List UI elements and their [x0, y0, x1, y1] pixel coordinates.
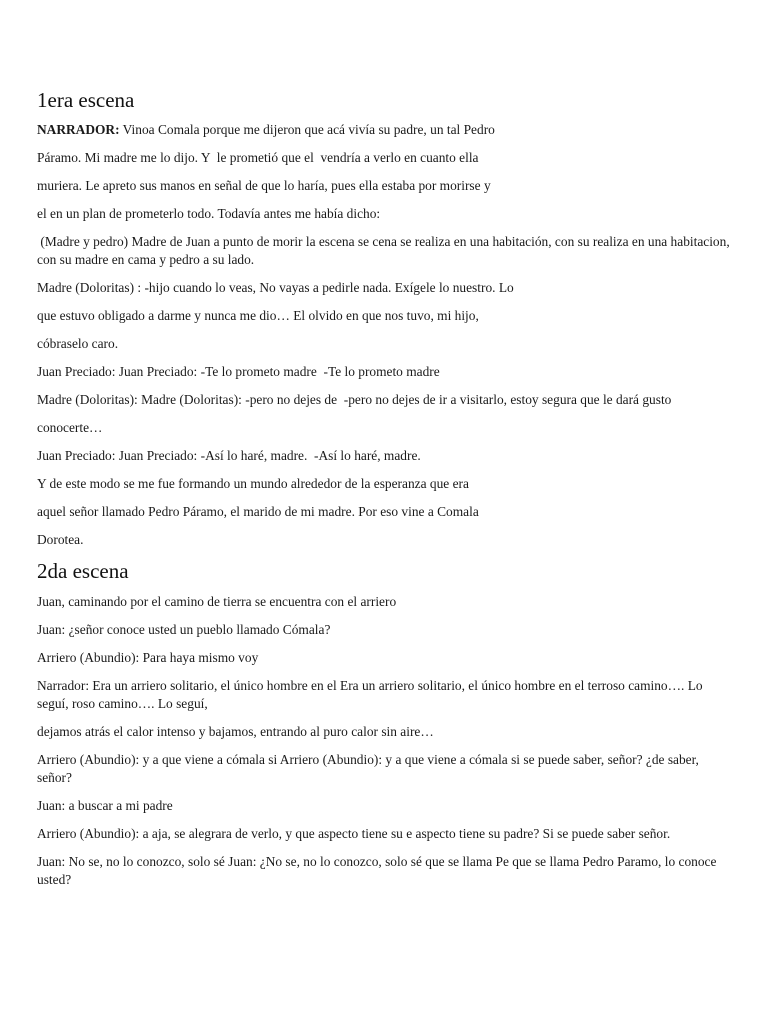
paragraph — [37, 121, 737, 139]
paragraph: Arriero (Abundio): y a que viene a cómala si Arriero (Abundio): y a que viene a cómala si se puede saber, señor? ¿de saber, señor? — [37, 752, 703, 785]
paragraph: Juan Preciado: Juan Preciado: -Así lo haré, madre. -Así lo haré, madre. — [37, 448, 421, 463]
paragraph: Madre (Doloritas) : -hijo cuando lo veas, No vayas a pedirle nada. Exígele lo nuestro. Lo — [37, 280, 514, 295]
paragraph: muriera. Le apreto sus manos en señal de que lo haría, pues ella estaba por morirse y — [37, 178, 491, 193]
paragraph: Arriero (Abundio): Para haya mismo voy — [37, 650, 259, 665]
paragraph: Madre (Doloritas): Madre (Doloritas): -pero no dejes de -pero no dejes de ir a visitarlo, estoy segura que le dará gusto — [37, 392, 672, 407]
paragraph: Juan: a buscar a mi padre — [37, 798, 173, 813]
paragraph: Páramo. Mi madre me lo dijo. Y le prometió que el vendría a verlo en cuanto ella — [37, 150, 479, 165]
paragraph: dejamos atrás el calor intenso y bajamos, entrando al puro calor sin aire… — [37, 724, 434, 739]
paragraph: que estuvo obligado a darme y nunca me dio… El olvido en que nos tuvo, mi hijo, — [37, 308, 479, 323]
scene-1-heading: 1era escena — [37, 88, 135, 112]
document-body — [37, 88, 737, 899]
paragraph: Juan Preciado: Juan Preciado: -Te lo prometo madre -Te lo prometo madre — [37, 364, 440, 379]
paragraph: Arriero (Abundio): a aja, se alegrara de verlo, y que aspecto tiene su e aspecto tiene su padre? Si se puede saber señor. — [37, 826, 671, 841]
paragraph: el en un plan de prometerlo todo. Todavía antes me había dicho: — [37, 206, 381, 221]
paragraph: (Madre y pedro) Madre de Juan a punto de morir la escena se cena se realiza en una habitación, con su realiza en una habitacion, con su madre en cama y pedro a su lado. — [37, 234, 734, 267]
narrator-label: NARRADOR: — [37, 122, 120, 137]
paragraph: Juan: No se, no lo conozco, solo sé Juan: ¿No se, no lo conozco, solo sé que se llama Pe que se llama Pedro Paramo, lo conoce usted? — [37, 854, 720, 887]
scene-2-heading: 2da escena — [37, 559, 129, 583]
paragraph-text: Vinoa Comala porque me dijeron que acá vivía su padre, un tal Pedro — [119, 122, 495, 137]
paragraph: cóbraselo caro. — [37, 336, 119, 351]
paragraph: Dorotea. — [37, 532, 84, 547]
paragraph: aquel señor llamado Pedro Páramo, el marido de mi madre. Por eso vine a Comala — [37, 504, 479, 519]
paragraph: Narrador: Era un arriero solitario, el único hombre en el Era un arriero solitario, el único hombre en el terroso camino…. Lo seguí, roso camino…. Lo seguí, — [37, 678, 706, 711]
paragraph: Juan, caminando por el camino de tierra se encuentra con el arriero — [37, 594, 397, 609]
paragraph: Juan: ¿señor conoce usted un pueblo llamado Cómala? — [37, 622, 331, 637]
paragraph: Y de este modo se me fue formando un mundo alrededor de la esperanza que era — [37, 476, 469, 491]
paragraph: conocerte… — [37, 420, 103, 435]
